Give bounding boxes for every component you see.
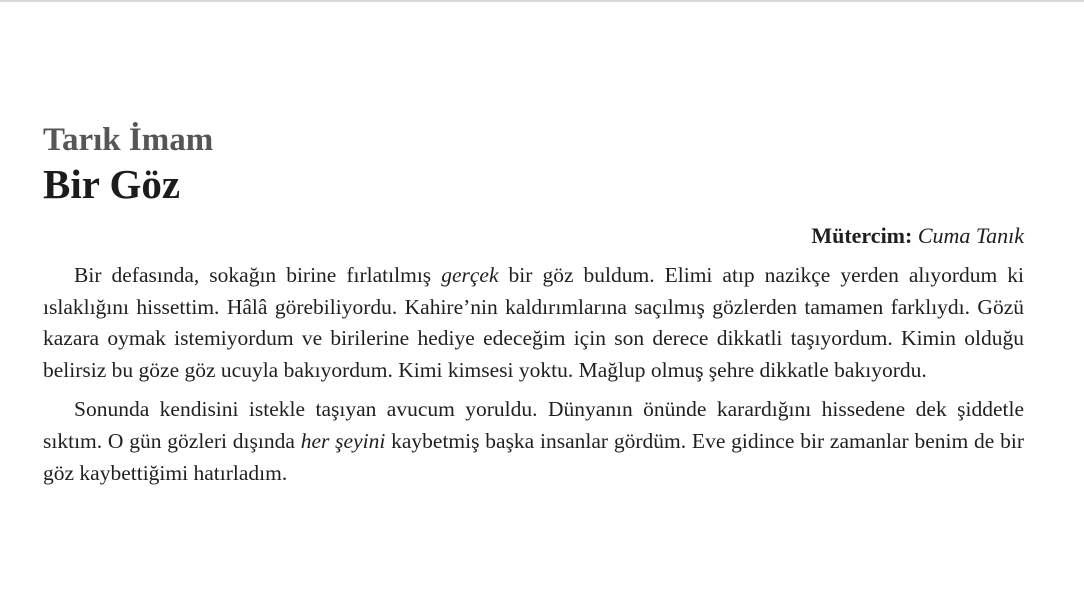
article <box>43 120 1024 497</box>
story-title: Bir Göz <box>43 161 181 207</box>
author-name: Tarık İmam <box>43 122 214 158</box>
paragraph-1-text-b: bir göz buldum. Elimi atıp nazikçe yerden alıyordum ki ıslaklığını hissettim. Hâlâ görebiliyordu. Kahire’nin kaldırımlarına saçılmış gözlerden tamamen farklıydı. Gözü kazara oymak istemiyordum ve birilerine hediye edeceğim için son derece dikkatli taşıyordum. Kimin olduğu belirsiz bu göze göz ucuyla bakıyordum. Kimi kimsesi yoktu. Mağlup olmuş şehre dikkatle bakıyordu. <box>43 263 1025 382</box>
paragraph-1-text-a: Bir defasında, sokağın birine fırlatılmış <box>74 263 442 287</box>
story-body <box>43 260 1024 489</box>
paragraph-2-emphasis: her şeyini <box>300 428 386 453</box>
paragraph-2-text-b: kaybetmiş başka insanlar gördüm. Eve gidince bir zamanlar benim de bir göz kaybettiğimi hatırladım. <box>43 428 1024 485</box>
translator-label: Mütercim: <box>811 223 913 248</box>
paragraph-1-emphasis: gerçek <box>441 263 499 287</box>
paragraph-2-text-a: Sonunda kendisini istekle taşıyan avucum yoruldu. Dünyanın önünde karardığını hissedene dek şiddetle sıktım. O gün gözleri dışında <box>43 397 1024 453</box>
paragraph-1 <box>43 260 1024 386</box>
paragraph-2 <box>43 394 1024 489</box>
translator-credit <box>43 222 1024 250</box>
translator-name: Cuma Tanık <box>917 223 1024 248</box>
